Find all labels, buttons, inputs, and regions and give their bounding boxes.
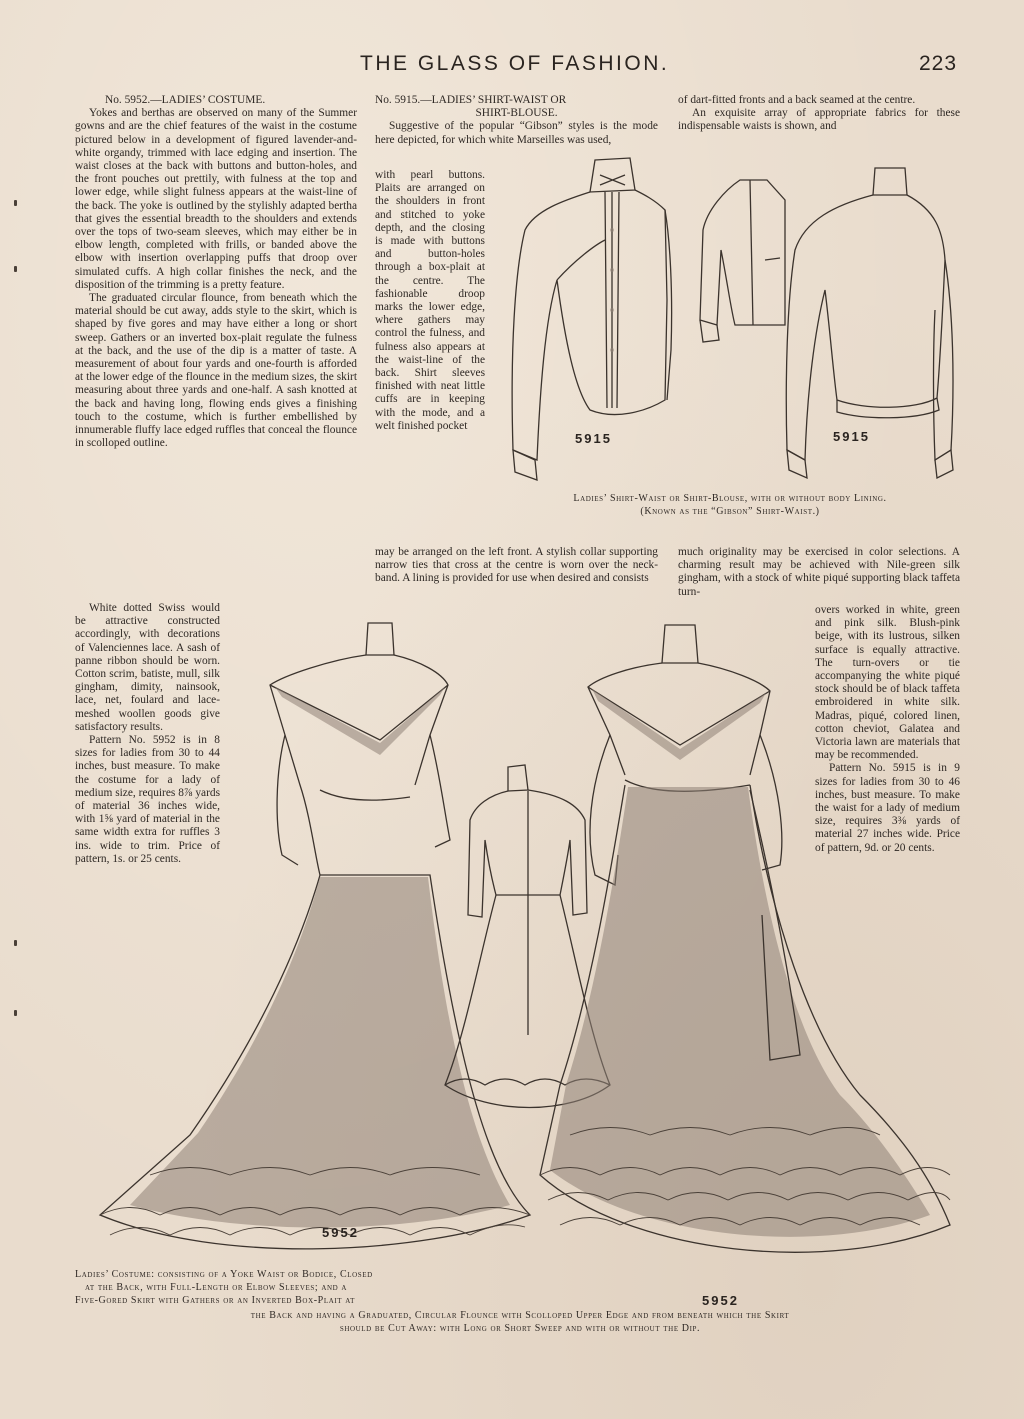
costume-caption-line-3: Five-Gored Skirt with Gathers or an Inverted Box-Plait at	[75, 1295, 356, 1306]
shirt-small-view	[700, 180, 785, 342]
column-two-head	[375, 94, 658, 147]
paragraph: Pattern No. 5915 is in 9 sizes for ladies from 30 to 46 inches, bust measure. To make the waist for a lady of medium size, requires 3⅜ yards of material 27 inches wide. Price of pattern, 9d. or 20 cents.	[815, 762, 960, 854]
margin-mark	[14, 940, 17, 946]
page-title: THE GLASS OF FASHION.	[360, 52, 670, 75]
figure-label-costume-right: 5952	[702, 1293, 739, 1308]
margin-mark	[14, 200, 17, 206]
column-two-narrow	[375, 169, 485, 433]
paragraph: of dart-fitted fronts and a back seamed at the centre.	[678, 94, 916, 106]
paragraph: with pearl buttons. Plaits are arranged on the shoulders in front and stitched to yoke depth, and the closing is made with buttons and button-holes through a box-plait at the centre. The fashionable droop marks the lower edge, where gathers may control the fulness, and fulness also appears at the waist-line of the back. Shirt sleeves finished with neat little cuffs are in keeping with the mode, and a welt finished pocket	[375, 169, 485, 432]
costume-caption-line-5: should be Cut Away: with Long or Short Sweep and with or without the Dip.	[339, 1323, 701, 1334]
costume-caption-line-4: the Back and having a Graduated, Circular Flounce with Scolloped Upper Edge and from beneath which the Skirt	[250, 1310, 790, 1321]
shirt-caption-line-2: (Known as the “Gibson” Shirt-Waist.)	[640, 506, 820, 517]
column-three-head	[678, 94, 960, 134]
figure-label-shirt-back: 5915	[833, 429, 870, 444]
paragraph: may be arranged on the left front. A stylish collar supporting narrow ties that cross at the centre is worn over the neck-band. A lining is provided for use when desired and consists	[375, 546, 658, 585]
paragraph: The graduated circular flounce, from beneath which the material should be cut away, adds style to the skirt, which is shaped by five gores and may have either a long or short sweep. Gathers or an inverted box-plait regulate the fulness at the back, and the use of the dip is a matter of taste. A measurement of about four yards and one-fourth is afforded at the lower edge of the flounce in the medium sizes, the skirt measuring about three yards and one-half. A sash knotted at the back and having long, flowing ends gives a finishing touch to the costume, which is further embellished by innumerable fluffy lace edged ruffles that conceal the flounce in scolloped outline.	[75, 292, 357, 450]
page-number: 223	[919, 52, 958, 75]
costume-caption-bottom	[75, 1309, 965, 1335]
costume-left-figure	[100, 623, 530, 1249]
costume-caption-left	[75, 1268, 535, 1307]
column-one	[75, 94, 357, 450]
paragraph: much originality may be exercised in color selections. A charming result may be achieved with Nile-green silk gingham, with a stock of white piqué supporting black taffeta turn-	[678, 546, 960, 598]
paragraph: Suggestive of the popular “Gibson” styles is the mode here depicted, for which white Marseilles was used,	[375, 120, 658, 146]
costume-caption-line-1: Ladies’ Costume: consisting of a Yoke Waist or Bodice, Closed	[75, 1269, 373, 1280]
paragraph: White dotted Swiss would be attractive constructed accordingly, with decorations of Valenciennes lace. A sash of panne ribbon should be worn. Cotton scrim, batiste, mull, silk gingham, dimity, nainsook, lace, net, foulard and lace-meshed woollen goods give satisfactory results.	[75, 602, 220, 733]
article-heading-5915: No. 5915.—LADIES’ SHIRT-WAIST OR	[375, 94, 567, 106]
shirt-caption	[495, 492, 965, 518]
shirt-caption-line-1: Ladies’ Shirt-Waist or Shirt-Blouse, with or without body Lining.	[573, 493, 887, 504]
column-two-bottom	[375, 546, 658, 586]
costume-caption-line-2: at the Back, with Full-Length or Elbow Sleeves; and a	[85, 1282, 348, 1293]
article-heading-5915-cont: SHIRT-BLOUSE.	[475, 107, 558, 120]
paragraph: Yokes and berthas are observed on many of the Summer gowns and are the chief features of the waist in the costume pictured below in a development of figured lavender-and-white organdy, trimmed with lace edging and insertion. The waist closes at the back with buttons and button-holes, and the front pouches out prettily, with fulness at the top and lower edge, while slight fulness appears at the waist-line of the back. The yoke is outlined by the stylishly adapted bertha that gives the essential breadth to the shoulders and extends over the tops of two-seam sleeves, which may either be in elbow length, completed with frills, or banded above the elbow with insertion overlapping puffs that droop over simulated cuffs. A high collar finishes the neck, and the disposition of the trimming is a pretty feature.	[75, 107, 357, 291]
paragraph: overs worked in white, green and pink silk. Blush-pink beige, with its lustrous, silken surface is equally attractive. The turn-overs or tie accompanying the white piqué stock should be of black taffeta embroidered in white silk. Madras, piqué, colored linen, cotton cheviot, Galatea and Victoria lawn are materials that may be recommended.	[815, 604, 960, 762]
paragraph: An exquisite array of appropriate fabrics for these indispensable waists is shown, and	[678, 107, 960, 133]
shirt-waist-illustration	[495, 150, 965, 490]
article-heading-5952: No. 5952.—LADIES’ COSTUME.	[105, 94, 266, 106]
costume-right-figure	[540, 625, 950, 1252]
costume-illustration	[70, 615, 970, 1280]
column-three-mid	[678, 546, 960, 599]
margin-mark	[14, 266, 17, 272]
figure-label-costume-left: 5952	[322, 1225, 359, 1240]
paragraph: Pattern No. 5952 is in 8 sizes for ladies from 30 to 44 inches, bust measure. To make the costume for a lady of medium size, requires 8⅞ yards of material 36 inches wide, with 1⅝ yard of material in the same width extra for ruffles 3 ins. wide to trim. Price of pattern, 1s. or 25 cents.	[75, 734, 220, 865]
figure-label-shirt-front: 5915	[575, 431, 612, 446]
margin-mark	[14, 1010, 17, 1016]
